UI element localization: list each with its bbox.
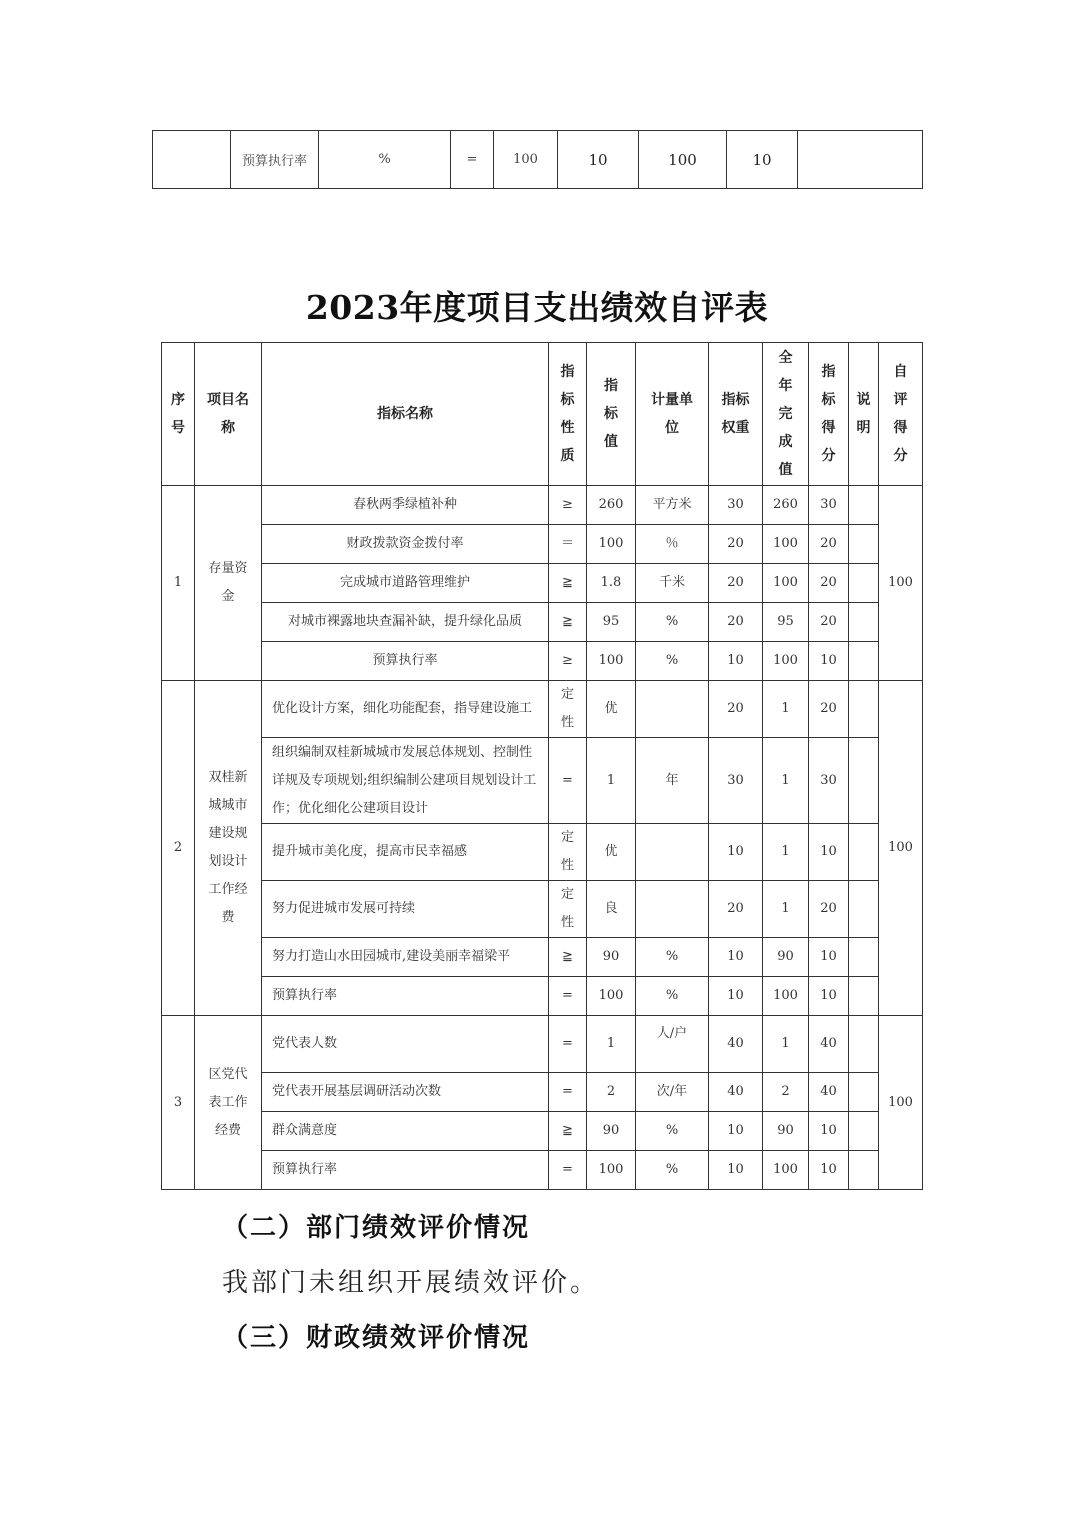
table-row	[162, 738, 923, 824]
cell-project: 区党代表工作经费	[195, 1016, 262, 1190]
previous-table-fragment	[152, 130, 923, 189]
cell-indicator: 组织编制双桂新城城市发展总体规划、控制性详规及专项规划;组织编制公建项目规划设计工作；优化细化公建项目设计	[262, 738, 549, 824]
header-unit: 计量单位	[636, 343, 709, 486]
table-row	[162, 938, 923, 977]
cell-weight: 30	[709, 486, 763, 525]
cell-score: 20	[809, 564, 849, 603]
cell-completed: 100	[763, 564, 809, 603]
table-row	[162, 824, 923, 881]
cell-note	[849, 824, 879, 881]
cell-indicator: 预算执行率	[262, 977, 549, 1016]
cell-value: 良	[587, 881, 636, 938]
cell-value: 1	[587, 738, 636, 824]
cell-completed: 260	[763, 486, 809, 525]
cell-value: 260	[587, 486, 636, 525]
cell-weight: 10	[709, 642, 763, 681]
cell-nature: ≧	[549, 603, 587, 642]
cell-indicator: 预算执行率	[262, 1151, 549, 1190]
cell-completed: 2	[763, 1073, 809, 1112]
cell-indicator: 对城市裸露地块查漏补缺，提升绿化品质	[262, 603, 549, 642]
cell-score: 10	[809, 824, 849, 881]
cell-nature: =	[451, 131, 494, 189]
cell-indicator: 预算执行率	[231, 131, 319, 189]
cell-score: 20	[809, 603, 849, 642]
cell-value: 100	[587, 1151, 636, 1190]
table-row	[162, 642, 923, 681]
cell-indicator: 努力促进城市发展可持续	[262, 881, 549, 938]
cell-value: 100	[587, 977, 636, 1016]
table-row	[153, 131, 923, 189]
cell-value: 90	[587, 1112, 636, 1151]
table-row	[162, 1151, 923, 1190]
cell-value: 优	[587, 681, 636, 738]
cell-indicator: 财政拨款资金拨付率	[262, 525, 549, 564]
cell-unit: %	[319, 131, 451, 189]
cell-score: 30	[809, 486, 849, 525]
cell-unit	[636, 681, 709, 738]
cell-indicator: 提升城市美化度，提高市民幸福感	[262, 824, 549, 881]
cell-nature: 定性	[549, 881, 587, 938]
section-heading-department-evaluation: （二）部门绩效评价情况	[222, 1213, 531, 1243]
cell-score: 10	[809, 977, 849, 1016]
cell-unit: %	[636, 1112, 709, 1151]
cell-indicator: 党代表人数	[262, 1016, 549, 1073]
cell-completed: 100	[639, 131, 727, 189]
cell-weight: 20	[709, 881, 763, 938]
cell-value: 100	[494, 131, 558, 189]
header-row	[162, 343, 923, 486]
cell-weight: 20	[709, 603, 763, 642]
cell-weight: 10	[709, 1112, 763, 1151]
cell-note	[849, 938, 879, 977]
header-indicator: 指标名称	[262, 343, 549, 486]
cell-note	[849, 642, 879, 681]
cell-nature: ≧	[549, 564, 587, 603]
table-row	[162, 603, 923, 642]
table-row	[162, 681, 923, 738]
cell-empty	[153, 131, 231, 189]
cell-nature: =	[549, 738, 587, 824]
cell-nature: 定性	[549, 824, 587, 881]
header-self-score: 自评得分	[879, 343, 923, 486]
cell-indicator: 完成城市道路管理维护	[262, 564, 549, 603]
cell-unit: 人/户	[636, 1016, 709, 1073]
cell-indicator: 努力打造山水田园城市,建设美丽幸福梁平	[262, 938, 549, 977]
cell-completed: 95	[763, 603, 809, 642]
cell-completed: 1	[763, 681, 809, 738]
table-row	[162, 977, 923, 1016]
cell-unit: %	[636, 1151, 709, 1190]
cell-note	[849, 881, 879, 938]
cell-self-score: 100	[879, 486, 923, 681]
cell-completed: 100	[763, 977, 809, 1016]
cell-completed: 1	[763, 824, 809, 881]
cell-score: 40	[809, 1016, 849, 1073]
cell-weight: 10	[709, 1151, 763, 1190]
cell-weight: 10	[709, 977, 763, 1016]
cell-note	[849, 603, 879, 642]
cell-completed: 100	[763, 1151, 809, 1190]
cell-note	[849, 738, 879, 824]
header-score: 指标得分	[809, 343, 849, 486]
cell-value: 1.8	[587, 564, 636, 603]
cell-project: 存量资金	[195, 486, 262, 681]
cell-value: 100	[587, 642, 636, 681]
cell-note	[849, 486, 879, 525]
cell-completed: 100	[763, 642, 809, 681]
cell-score: 10	[809, 1112, 849, 1151]
table-row	[162, 1112, 923, 1151]
cell-note	[849, 1112, 879, 1151]
table-row	[162, 486, 923, 525]
cell-score: 10	[809, 938, 849, 977]
cell-weight: 20	[709, 525, 763, 564]
cell-nature: ≧	[549, 938, 587, 977]
cell-unit: 平方米	[636, 486, 709, 525]
cell-unit: 年	[636, 738, 709, 824]
cell-nature: =	[549, 1073, 587, 1112]
cell-seq: 2	[162, 681, 195, 1016]
cell-note	[849, 1016, 879, 1073]
cell-weight: 40	[709, 1073, 763, 1112]
cell-value: 100	[587, 525, 636, 564]
cell-unit: %	[636, 938, 709, 977]
cell-nature: =	[549, 1151, 587, 1190]
cell-nature: 定性	[549, 681, 587, 738]
cell-weight: 10	[709, 938, 763, 977]
cell-completed: 90	[763, 1112, 809, 1151]
cell-score: 20	[809, 681, 849, 738]
cell-score: 30	[809, 738, 849, 824]
cell-score: 40	[809, 1073, 849, 1112]
cell-completed: 1	[763, 1016, 809, 1073]
section-heading-finance-evaluation: （三）财政绩效评价情况	[222, 1323, 531, 1353]
cell-value: 优	[587, 824, 636, 881]
cell-completed: 1	[763, 738, 809, 824]
cell-nature: ≥	[549, 486, 587, 525]
cell-indicator: 预算执行率	[262, 642, 549, 681]
cell-note	[849, 1073, 879, 1112]
header-weight: 指标权重	[709, 343, 763, 486]
header-note: 说明	[849, 343, 879, 486]
cell-note	[849, 681, 879, 738]
table-row	[162, 1016, 923, 1073]
table-row	[162, 881, 923, 938]
cell-self-score: 100	[879, 681, 923, 1016]
cell-unit: 千米	[636, 564, 709, 603]
cell-unit: 次/年	[636, 1073, 709, 1112]
cell-weight: 10	[558, 131, 639, 189]
table-row	[162, 1073, 923, 1112]
header-seq: 序号	[162, 343, 195, 486]
cell-unit: %	[636, 603, 709, 642]
cell-value: 90	[587, 938, 636, 977]
cell-note	[849, 977, 879, 1016]
cell-nature: ＝	[549, 525, 587, 564]
cell-unit: ％	[636, 525, 709, 564]
cell-nature: ≧	[549, 1112, 587, 1151]
cell-indicator: 优化设计方案，细化功能配套，指导建设施工	[262, 681, 549, 738]
cell-indicator: 群众满意度	[262, 1112, 549, 1151]
cell-score: 20	[809, 881, 849, 938]
cell-indicator: 春秋两季绿植补种	[262, 486, 549, 525]
page-title: 2023年度项目支出绩效自评表	[305, 288, 769, 327]
cell-self-score: 100	[879, 1016, 923, 1190]
cell-value: 2	[587, 1073, 636, 1112]
cell-nature: =	[549, 977, 587, 1016]
cell-completed: 90	[763, 938, 809, 977]
cell-unit	[636, 824, 709, 881]
cell-score: 20	[809, 525, 849, 564]
cell-weight: 20	[709, 564, 763, 603]
cell-note	[849, 525, 879, 564]
cell-value: 1	[587, 1016, 636, 1073]
cell-nature: =	[549, 1016, 587, 1073]
cell-seq: 1	[162, 486, 195, 681]
cell-value: 95	[587, 603, 636, 642]
cell-note	[849, 564, 879, 603]
cell-seq: 3	[162, 1016, 195, 1190]
cell-note	[798, 131, 923, 189]
section-body-text: 我部门未组织开展绩效评价。	[222, 1268, 600, 1298]
cell-unit: %	[636, 977, 709, 1016]
cell-weight: 20	[709, 681, 763, 738]
performance-table	[161, 342, 923, 1190]
header-nature: 指标性质	[549, 343, 587, 486]
cell-weight: 10	[709, 824, 763, 881]
header-value: 指标值	[587, 343, 636, 486]
cell-note	[849, 1151, 879, 1190]
table-row	[162, 525, 923, 564]
cell-unit	[636, 881, 709, 938]
cell-unit: %	[636, 642, 709, 681]
cell-score: 10	[727, 131, 798, 189]
cell-weight: 40	[709, 1016, 763, 1073]
cell-indicator: 党代表开展基层调研活动次数	[262, 1073, 549, 1112]
cell-nature: ≥	[549, 642, 587, 681]
cell-completed: 1	[763, 881, 809, 938]
cell-score: 10	[809, 642, 849, 681]
table-row	[162, 564, 923, 603]
header-completed: 全年完成值	[763, 343, 809, 486]
header-project: 项目名称	[195, 343, 262, 486]
cell-project: 双桂新城城市建设规划设计工作经费	[195, 681, 262, 1016]
cell-weight: 30	[709, 738, 763, 824]
cell-score: 10	[809, 1151, 849, 1190]
cell-completed: 100	[763, 525, 809, 564]
